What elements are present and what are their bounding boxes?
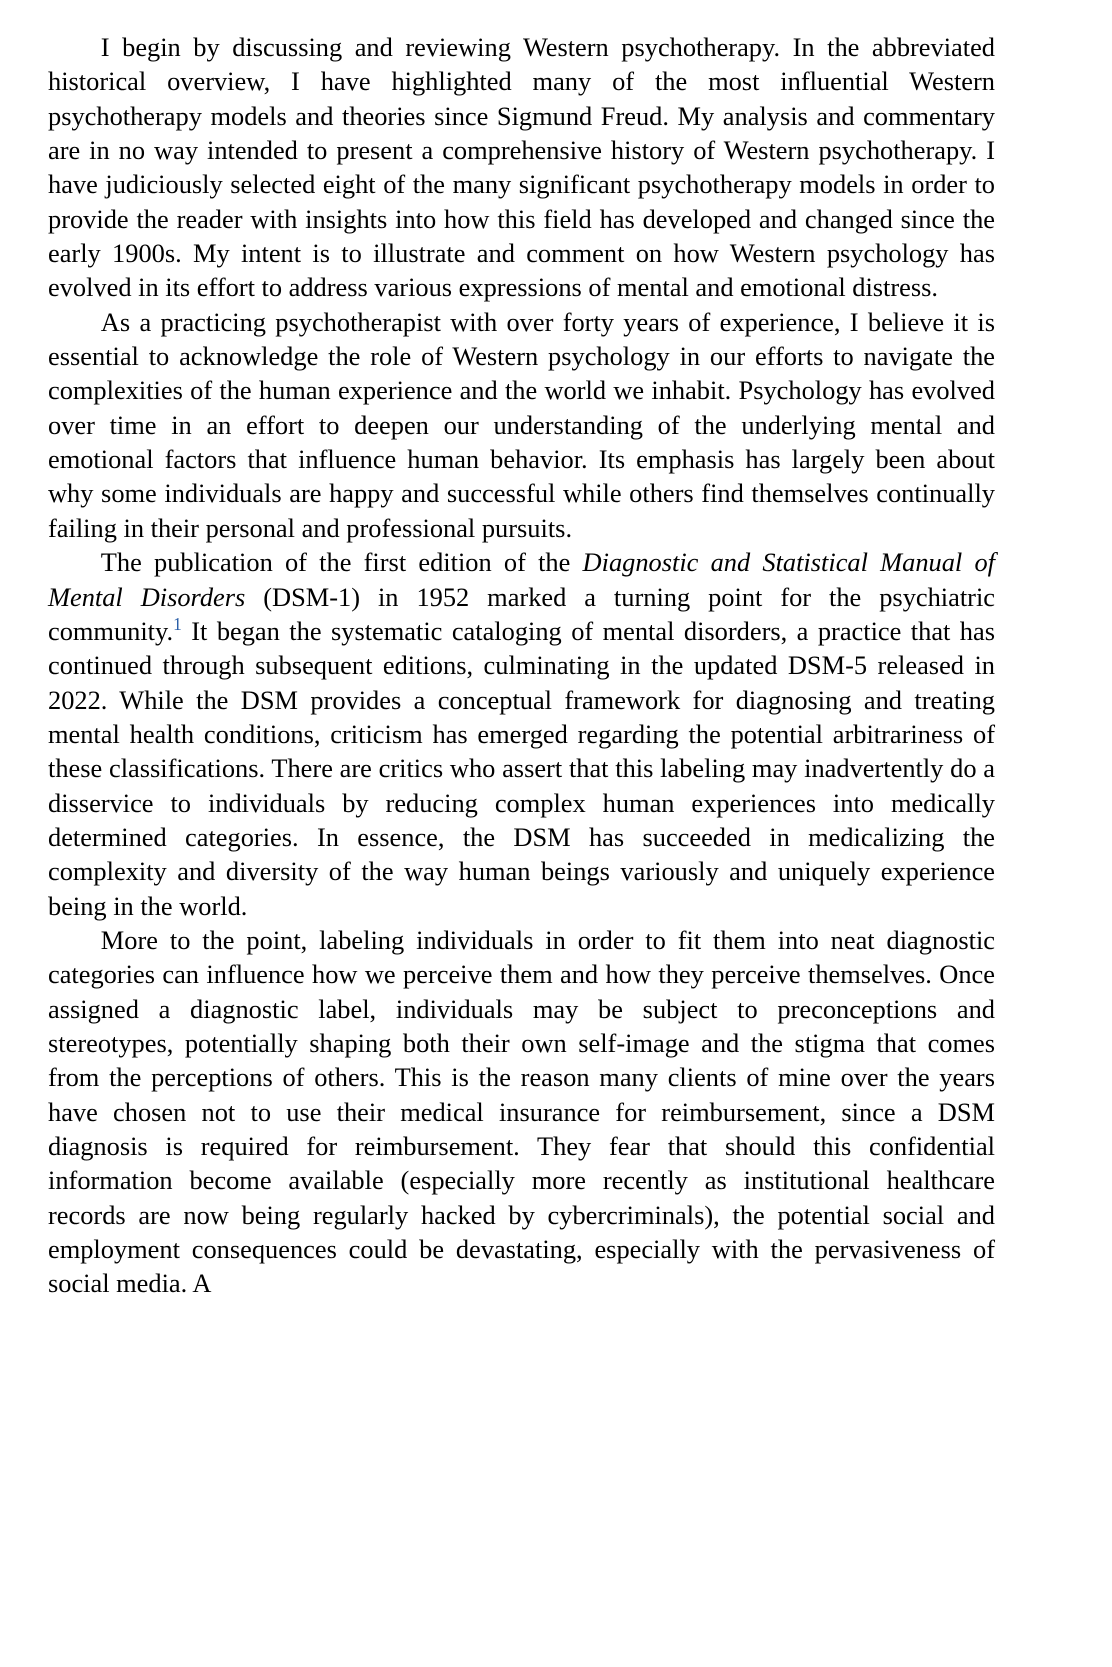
text-run: (DSM-1) in 1952 marked a turning point for the psychiatric community. — [48, 581, 996, 646]
text-run: I begin by discussing and reviewing Western psychotherapy. In the abbreviated historical overview, I have highlighted many of the most influential Western psychotherapy models and theories since Sigmund Freud. My analysis and commentary are in no way intended to present a comprehensive history of Western psychotherapy. I have judiciously selected eight of the many significant psychotherapy models in order to provide the reader with insights into how this field has developed and changed since the early 1900s. My intent is to illustrate and comment on how Western psychology has evolved in its effort to address various expressions of mental and emotional distress. — [48, 32, 995, 303]
text-run: It began the systematic cataloging of mental disorders, a practice that has continued through subsequent editions, culminating in the updated DSM-5 released in 2022. While the DSM provides a conceptual framework for diagnosing and treating mental health conditions, criticism has emerged regarding the potential arbitrariness of these classifications. There are critics who assert that this labeling may inadvertently do a disservice to individuals by reducing complex human experiences into medically determined categories. In essence, the DSM has succeeded in medicalizing the complexity and diversity of the way human beings variously and uniquely experience being in the world. — [48, 615, 995, 921]
text-run: More to the point, labeling individuals in order to fit them into neat diagnostic categories can influence how we perceive them and how they perceive themselves. Once assigned a diagnostic label, individuals may be subject to preconceptions and stereotypes, potentially shaping both their own self-image and the stigma that comes from the perceptions of others. This is the reason many clients of mine over the years have chosen not to use their medical insurance for reimbursement, since a DSM diagnosis is required for reimbursement. They fear that should this confidential information become available (especially more recently as institutional healthcare records are now being regularly hacked by cybercriminals), the potential social and employment consequences could be devastating, especially with the pervasiveness of social media. A — [48, 924, 995, 1299]
paragraph — [48, 923, 995, 1301]
footnote-reference-link[interactable]: 1 — [173, 614, 182, 635]
text-run: The publication of the first edition of the — [100, 547, 583, 578]
paragraph — [48, 30, 995, 305]
body-text-column — [48, 30, 995, 1301]
paragraph — [48, 305, 995, 545]
text-run: As a practicing psychotherapist with over forty years of experience, I believe it is essential to acknowledge the role of Western psychology in our efforts to navigate the complexities of the human experience and the world we inhabit. Psychology has evolved over time in an effort to deepen our understanding of the underlying mental and emotional factors that influence human behavior. Its emphasis has largely been about why some individuals are happy and successful while others find themselves continually failing in their personal and professional pursuits. — [48, 306, 995, 543]
paragraph — [48, 545, 995, 923]
italic-title-text: Diagnostic and Statistical Manual of Mental Disorders — [48, 547, 995, 612]
